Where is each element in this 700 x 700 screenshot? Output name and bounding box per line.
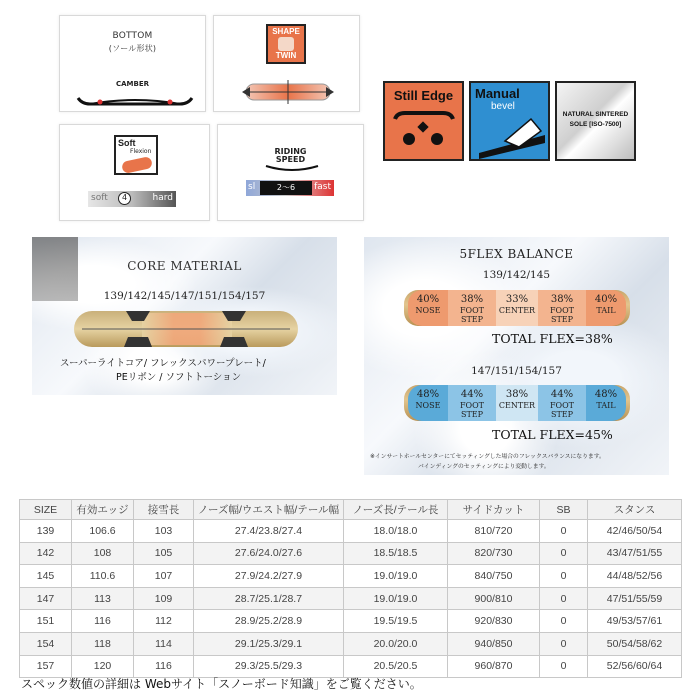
core-sizes: 139/142/145/147/151/154/157 <box>103 290 266 302</box>
core-material-panel <box>32 237 337 395</box>
table-cell: 120 <box>72 655 134 678</box>
group2-seg-nose <box>408 385 448 421</box>
table-cell: 27.9/24.2/27.9 <box>194 565 344 588</box>
table-cell: 151 <box>20 610 72 633</box>
table-cell: 50/54/58/62 <box>588 632 682 655</box>
group1-total: TOTAL FLEX=38% <box>492 331 613 346</box>
riding-speed-card <box>217 124 364 221</box>
group1-name-footstep-1: FOOT STEP <box>459 306 484 324</box>
speed-range: 2～6 <box>260 181 312 195</box>
flex-value: 4 <box>118 192 131 205</box>
flex-hard-label: hard <box>152 193 173 203</box>
table-cell: 0 <box>540 520 588 543</box>
table-cell: 147 <box>20 587 72 610</box>
table-cell: 0 <box>540 542 588 565</box>
sole-label-1: NATURAL SINTERED <box>562 111 629 118</box>
core-desc-1: スーパーライトコア/ フレックスパワープレート/ <box>60 358 266 369</box>
table-cell: 18.5/18.5 <box>344 542 448 565</box>
group1-seg-footstep-1 <box>448 290 496 326</box>
table-cell: 110.6 <box>72 565 134 588</box>
header-stance: スタンス <box>588 500 682 520</box>
table-cell: 19.5/19.5 <box>344 610 448 633</box>
flex-card <box>59 124 210 221</box>
table-cell: 19.0/19.0 <box>344 565 448 588</box>
table-cell: 116 <box>72 610 134 633</box>
sole-label-2: SOLE [ISO-7500] <box>569 121 622 128</box>
footer-note: スペック数値の詳細は Webサイト「スノーボード知識」をご覧ください。 <box>21 677 422 691</box>
twin-board-icon <box>278 37 294 51</box>
manual-bevel-label-2: bevel <box>491 101 515 112</box>
header-sb: SB <box>540 500 588 520</box>
group1-pct-tail: 40% <box>594 294 618 305</box>
header-effective-edge: 有効エッジ <box>72 500 134 520</box>
table-cell: 29.1/25.3/29.1 <box>194 632 344 655</box>
group2-name-footstep-2: FOOT STEP <box>549 401 574 419</box>
speed-fast-label: fast <box>314 182 331 192</box>
spec-table <box>19 499 682 678</box>
shape-card <box>213 15 360 112</box>
group1-pct-nose: 40% <box>416 294 440 305</box>
table-cell: 116 <box>134 655 194 678</box>
group1-seg-tail <box>586 290 626 326</box>
table-cell: 105 <box>134 542 194 565</box>
group2-pct-footstep-2: 44% <box>550 389 574 400</box>
table-cell: 107 <box>134 565 194 588</box>
shape-badge-top: SHAPE <box>272 27 300 36</box>
table-cell: 145 <box>20 565 72 588</box>
spec-table-body <box>20 520 682 678</box>
table-cell: 27.6/24.0/27.6 <box>194 542 344 565</box>
table-cell: 113 <box>72 587 134 610</box>
bevel-tool-icon <box>479 113 545 159</box>
table-cell: 28.9/25.2/28.9 <box>194 610 344 633</box>
group1-sizes: 139/142/145 <box>482 269 551 281</box>
table-cell: 52/56/60/64 <box>588 655 682 678</box>
table-row <box>20 587 682 610</box>
table-cell: 109 <box>134 587 194 610</box>
group1-name-nose: NOSE <box>415 306 441 315</box>
bottom-card <box>59 15 206 112</box>
table-cell: 19.0/19.0 <box>344 587 448 610</box>
group2-pct-nose: 48% <box>416 389 440 400</box>
manual-bevel-badge <box>469 81 550 161</box>
bottom-title: BOTTOM <box>112 31 153 41</box>
table-row <box>20 610 682 633</box>
table-cell: 920/830 <box>448 610 540 633</box>
flex-badge-sub: Flexion <box>130 148 152 155</box>
group2-pct-footstep-1: 44% <box>460 389 484 400</box>
flex-soft-label: soft <box>91 193 108 203</box>
group1-seg-footstep-2 <box>538 290 586 326</box>
header-widths: ノーズ幅/ウエスト幅/テール幅 <box>194 500 344 520</box>
group2-sizes: 147/151/154/157 <box>471 365 562 377</box>
flex-scale-bar <box>88 191 176 207</box>
group1-seg-center <box>496 290 538 326</box>
speed-curve-icon <box>264 164 320 172</box>
table-cell: 960/870 <box>448 655 540 678</box>
group1-name-tail: TAIL <box>596 306 616 315</box>
group2-segments <box>404 385 630 421</box>
table-cell: 43/47/51/55 <box>588 542 682 565</box>
table-cell: 139 <box>20 520 72 543</box>
group2-seg-footstep-1 <box>448 385 496 421</box>
table-cell: 42/46/50/54 <box>588 520 682 543</box>
group2-name-nose: NOSE <box>415 401 441 410</box>
soft-flexion-badge <box>114 135 158 175</box>
group2-seg-tail <box>586 385 626 421</box>
group1-pct-center: 33% <box>505 294 529 305</box>
core-board-icon <box>72 307 300 351</box>
header-nose-tail-length: ノーズ長/テール長 <box>344 500 448 520</box>
speed-scale-bar <box>246 180 334 196</box>
table-row <box>20 542 682 565</box>
group2-pct-center: 38% <box>505 389 529 400</box>
table-cell: 0 <box>540 655 588 678</box>
table-cell: 118 <box>72 632 134 655</box>
group2-pct-tail: 48% <box>594 389 618 400</box>
table-cell: 106.6 <box>72 520 134 543</box>
camber-label: CAMBER <box>115 80 150 88</box>
bottom-subtitle: (ソール形状) <box>108 44 157 53</box>
manual-bevel-label-1: Manual <box>475 86 520 101</box>
flex-board-icon <box>121 156 153 174</box>
group2-name-footstep-1: FOOT STEP <box>459 401 484 419</box>
group1-segments <box>404 290 630 326</box>
table-cell: 49/53/57/61 <box>588 610 682 633</box>
table-cell: 0 <box>540 610 588 633</box>
header-contact-length: 接雪長 <box>134 500 194 520</box>
table-cell: 27.4/23.8/27.4 <box>194 520 344 543</box>
group2-seg-center <box>496 385 538 421</box>
spec-table-header <box>20 500 682 520</box>
table-cell: 20.5/20.5 <box>344 655 448 678</box>
table-cell: 44/48/52/56 <box>588 565 682 588</box>
table-cell: 28.7/25.1/28.7 <box>194 587 344 610</box>
group1-seg-nose <box>408 290 448 326</box>
group1-pct-footstep-2: 38% <box>550 294 574 305</box>
camber-profile-icon <box>76 88 194 108</box>
group1-name-footstep-2: FOOT STEP <box>549 306 574 324</box>
table-cell: 157 <box>20 655 72 678</box>
flex-note-1: ※インサートホールセンターにてセッティングした場合のフレックスバランスになります。 <box>370 454 605 460</box>
core-title: CORE MATERIAL <box>127 259 242 273</box>
twin-shape-board-icon <box>240 80 336 104</box>
flex-note-2: バインディングのセッティングにより変動します。 <box>418 464 550 470</box>
sintered-sole-badge <box>555 81 636 161</box>
group1-name-center: CENTER <box>498 306 536 315</box>
table-cell: 29.3/25.5/29.3 <box>194 655 344 678</box>
group2-seg-footstep-2 <box>538 385 586 421</box>
table-cell: 103 <box>134 520 194 543</box>
table-cell: 154 <box>20 632 72 655</box>
riding-speed-title-1: RIDING <box>274 147 307 156</box>
group2-name-tail: TAIL <box>596 401 616 410</box>
group2-name-center: CENTER <box>498 401 536 410</box>
header-size: SIZE <box>20 500 72 520</box>
table-cell: 840/750 <box>448 565 540 588</box>
table-cell: 18.0/18.0 <box>344 520 448 543</box>
table-row <box>20 565 682 588</box>
shape-badge <box>266 24 306 64</box>
core-desc-2: PEリボン / ソフトトーション <box>116 372 242 383</box>
flex-badge-title: Soft <box>118 138 136 148</box>
table-cell: 900/810 <box>448 587 540 610</box>
table-cell: 820/730 <box>448 542 540 565</box>
speed-slow-label: sl <box>248 182 256 192</box>
table-cell: 0 <box>540 632 588 655</box>
group2-total: TOTAL FLEX=45% <box>492 427 613 442</box>
table-cell: 0 <box>540 565 588 588</box>
table-cell: 810/720 <box>448 520 540 543</box>
flex-balance-panel <box>364 237 669 475</box>
table-cell: 114 <box>134 632 194 655</box>
shape-badge-bottom: TWIN <box>275 51 297 60</box>
still-edge-badge <box>383 81 464 161</box>
table-cell: 112 <box>134 610 194 633</box>
table-row <box>20 520 682 543</box>
flex-balance-title: 5FLEX BALANCE <box>459 247 574 261</box>
header-sidecut: サイドカット <box>448 500 540 520</box>
table-cell: 940/850 <box>448 632 540 655</box>
table-cell: 47/51/55/59 <box>588 587 682 610</box>
table-cell: 20.0/20.0 <box>344 632 448 655</box>
riding-speed-title-2: SPEED <box>275 155 306 164</box>
table-cell: 0 <box>540 587 588 610</box>
table-cell: 108 <box>72 542 134 565</box>
group1-pct-footstep-1: 38% <box>460 294 484 305</box>
table-row <box>20 632 682 655</box>
table-cell: 142 <box>20 542 72 565</box>
still-edge-board-icon <box>391 109 457 155</box>
still-edge-label: Still Edge <box>393 88 454 103</box>
